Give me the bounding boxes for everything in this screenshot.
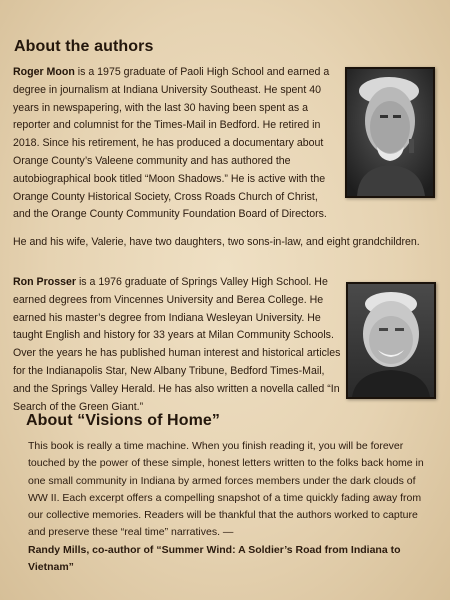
ron-prosser-bio-text: is a 1976 graduate of Springs Valley High School. He earned degrees from Vincennes University and Berea College. He earned his master’s degree from Indiana Wesleyan University. He taught English and history for 33 years at Milan Community Schools. Over the years he has published human interest and historical articles for the Indianapolis Star, New Albany Tribune, Bedford Times-Mail, and the Springs Valley Herald. He has also written a novella called “In Search of the Green Giant.”: [13, 276, 341, 413]
ron-prosser-bio: [13, 274, 345, 416]
ron-prosser-portrait: [348, 284, 434, 397]
roger-moon-name: Roger Moon: [13, 66, 75, 78]
about-book-heading: About “Visions of Home”: [26, 412, 221, 429]
ron-prosser-photo: [346, 282, 436, 399]
roger-moon-bio-text: is a 1975 graduate of Paoli High School and earned a degree in journalism at Indiana University Southeast. He spent 40 years in newspapering, with the last 30 having been spent as a reporter and columnist for the Times-Mail in Bedford. He retired in 2018. Since his retirement, he has produced a documentary about Orange County’s Valeene community and has authored the autobiographical book titled “Moon Shadows.” He is active with the Orange County Historical Society, Cross Roads Church of Christ, and the Orange County Community Foundation Board of Directors.: [13, 66, 330, 221]
roger-moon-portrait: [347, 69, 433, 196]
about-authors-heading: About the authors: [14, 38, 154, 55]
roger-moon-bio: [13, 64, 335, 224]
blurb-attribution: Randy Mills, co-author of “Summer Wind: A Soldier’s Road from Indiana to Vietnam”: [28, 543, 401, 574]
book-blurb-text: This book is really a time machine. When you finish reading it, you will be forever touched by the power of these simple, honest letters written to the folks back home in one small community in Indiana by armed forces members under the dark clouds of WW II. Each excerpt offers a compelling snapshot of a time quickly fading away from our collective memories. Readers will be thankful that the authors worked to capture and preserve these “real time” narratives. —: [28, 440, 424, 539]
roger-moon-photo: [345, 67, 435, 198]
ron-prosser-name: Ron Prosser: [13, 276, 76, 288]
book-blurb: [28, 438, 428, 576]
roger-moon-bio-continued: He and his wife, Valerie, have two daughters, two sons-in-law, and eight grandchildren.: [13, 236, 420, 248]
